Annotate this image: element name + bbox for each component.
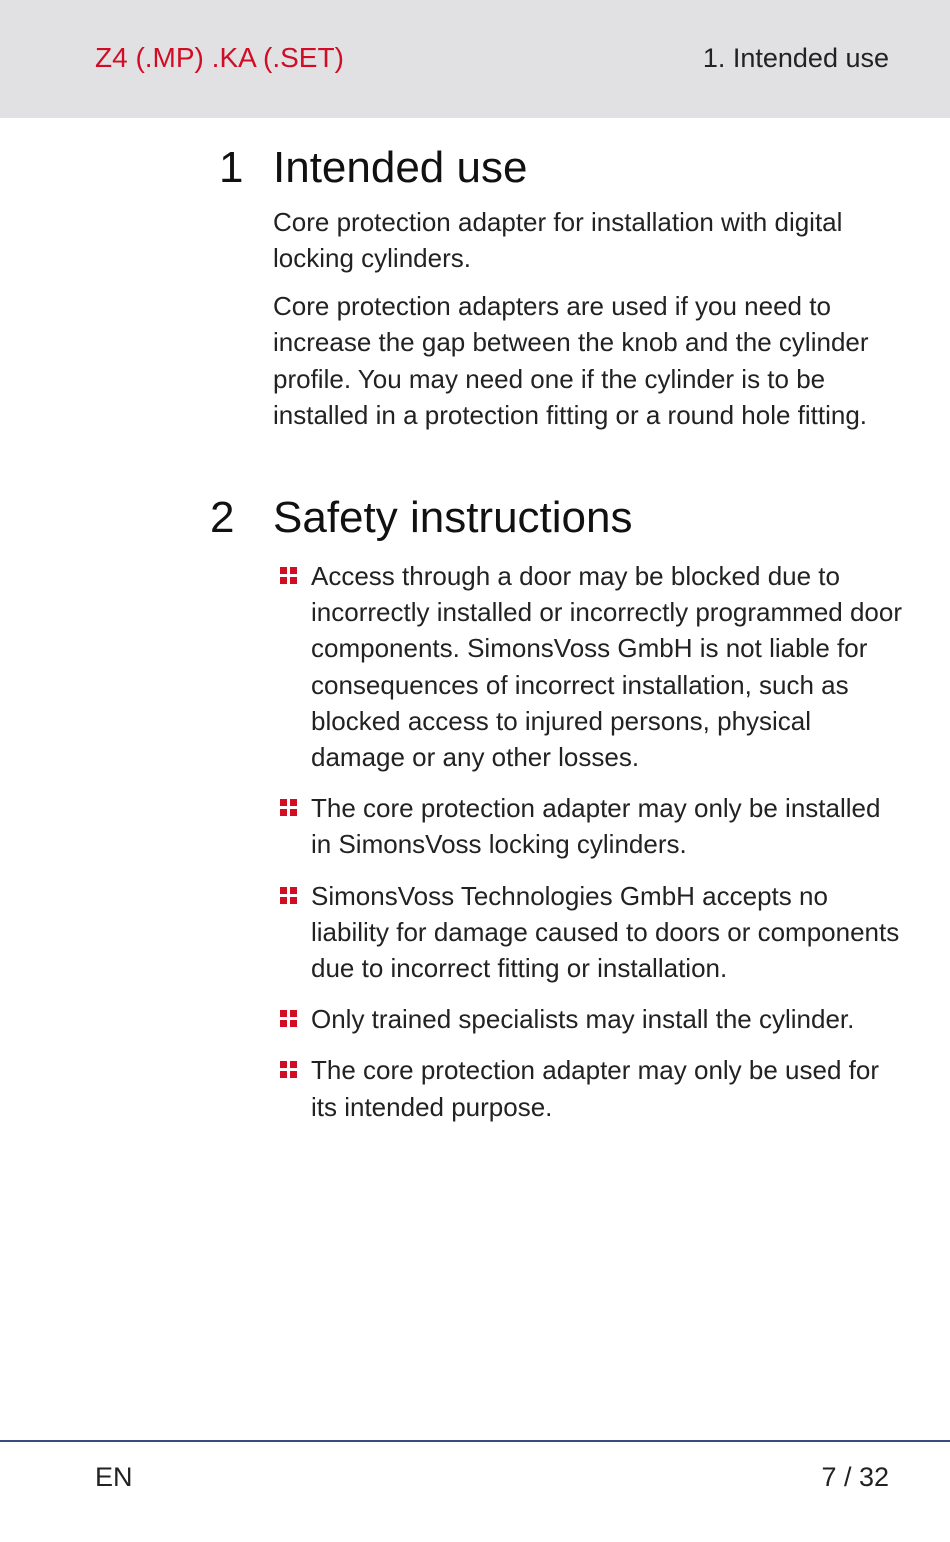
list-item-text: Access through a door may be blocked due to incorrectly installed or incorrectly programmed door components. SimonsVoss GmbH is not liable for consequences of incorrect installation, such as blocked access to injured persons, physical damage or any other losses. [311,561,903,773]
document-code: Z4 (.MP) .KA (.SET) [95,42,344,73]
list-item-text: Only trained specialists may install the cylinder. [311,1004,855,1035]
paragraph: Core protection adapter for installation with digital locking cylinders. [273,207,843,274]
list-item [273,1001,903,1037]
section-title-safety-instructions: Safety instructions [273,493,633,542]
paragraph: Core protection adapters are used if you need to increase the gap between the knob and the cylinder profile. You may need one if the cylinder is to be installed in a protection fitting or a round hole fitting. [273,291,869,431]
section-number: 1 [219,143,244,192]
footer-divider [0,1440,950,1442]
red-squares-bullet-icon [280,1061,297,1078]
list-item-text: SimonsVoss Technologies GmbH accepts no liability for damage caused to doors or components due to incorrect fitting or installation. [311,880,900,984]
list-item-text: The core protection adapter may only be used for its intended purpose. [311,1055,879,1122]
list-item-text: The core protection adapter may only be installed in SimonsVoss locking cylinders. [311,793,881,860]
running-section-title: 1. Intended use [702,43,889,73]
list-item [273,790,903,862]
list-item [273,878,903,987]
red-squares-bullet-icon [280,887,297,904]
red-squares-bullet-icon [280,1010,297,1027]
red-squares-bullet-icon [280,799,297,816]
list-item [273,1052,903,1124]
section-title-intended-use: Intended use [273,143,528,192]
safety-instructions-list [273,558,903,1140]
red-squares-bullet-icon [280,567,297,584]
section-number: 2 [210,493,235,542]
page-header [0,0,950,118]
page-number: 7 / 32 [821,1462,889,1492]
list-item [273,558,903,775]
language-label: EN [95,1462,133,1492]
